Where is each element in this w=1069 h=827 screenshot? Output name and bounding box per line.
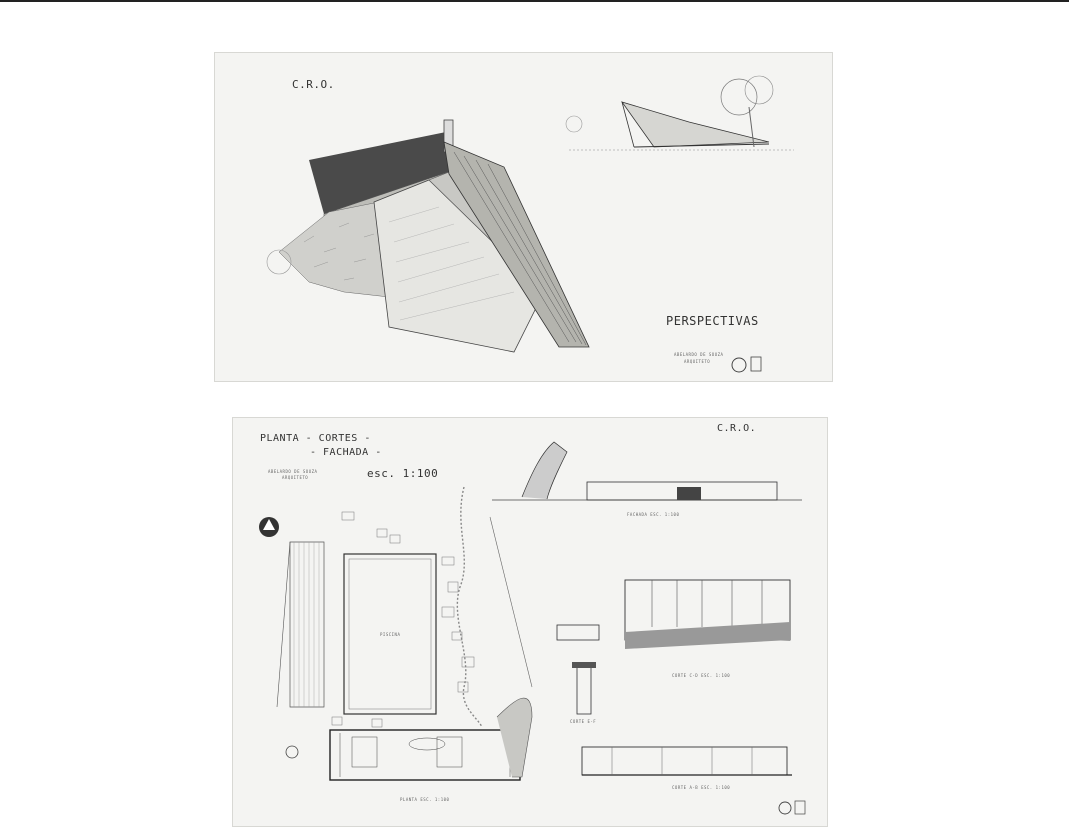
stamp-seal — [779, 802, 791, 814]
perspective-pavilion — [622, 102, 769, 147]
stamp-seal — [732, 358, 746, 372]
drawing-sheet-perspectives — [214, 52, 833, 382]
sheet-title: PERSPECTIVAS — [666, 314, 759, 328]
project-code-label: C.R.O. — [717, 423, 757, 434]
top-rule — [0, 0, 1069, 2]
facade-label: FACHADA ESC. 1:100 — [627, 512, 680, 517]
section-ef-tower — [577, 664, 591, 714]
signature-role: ARQUITETO — [684, 359, 711, 364]
vegetation-edge — [457, 487, 482, 727]
drawing-sheet-plan — [232, 417, 828, 827]
perspective-drawing — [214, 52, 833, 382]
scale-label: esc. 1:100 — [367, 467, 439, 480]
author-role: ARQUITETO — [282, 475, 309, 480]
building-plan — [330, 730, 520, 780]
section-ab — [582, 747, 787, 775]
sheet-title-line2: - FACHADA - — [310, 447, 382, 458]
author-line: ABELARDO DE SOUZA — [268, 469, 318, 474]
pool-label: PISCINA — [380, 632, 401, 637]
tree-sketch — [721, 79, 757, 115]
stone-terrace — [279, 202, 389, 297]
plan-drawing — [232, 417, 828, 827]
signature-line: ABELARDO DE SOUZA — [674, 352, 724, 357]
project-code-label: C.R.O. — [292, 78, 335, 91]
plan-label: PLANTA ESC. 1:100 — [400, 797, 450, 802]
section-ef-label: CORTE E-F — [570, 719, 597, 724]
section-cd-label: CORTE C-D ESC. 1:100 — [672, 673, 731, 678]
section-ab-label: CORTE A-B ESC. 1:100 — [672, 785, 731, 790]
sheet-title-line1: PLANTA - CORTES - — [260, 433, 371, 444]
